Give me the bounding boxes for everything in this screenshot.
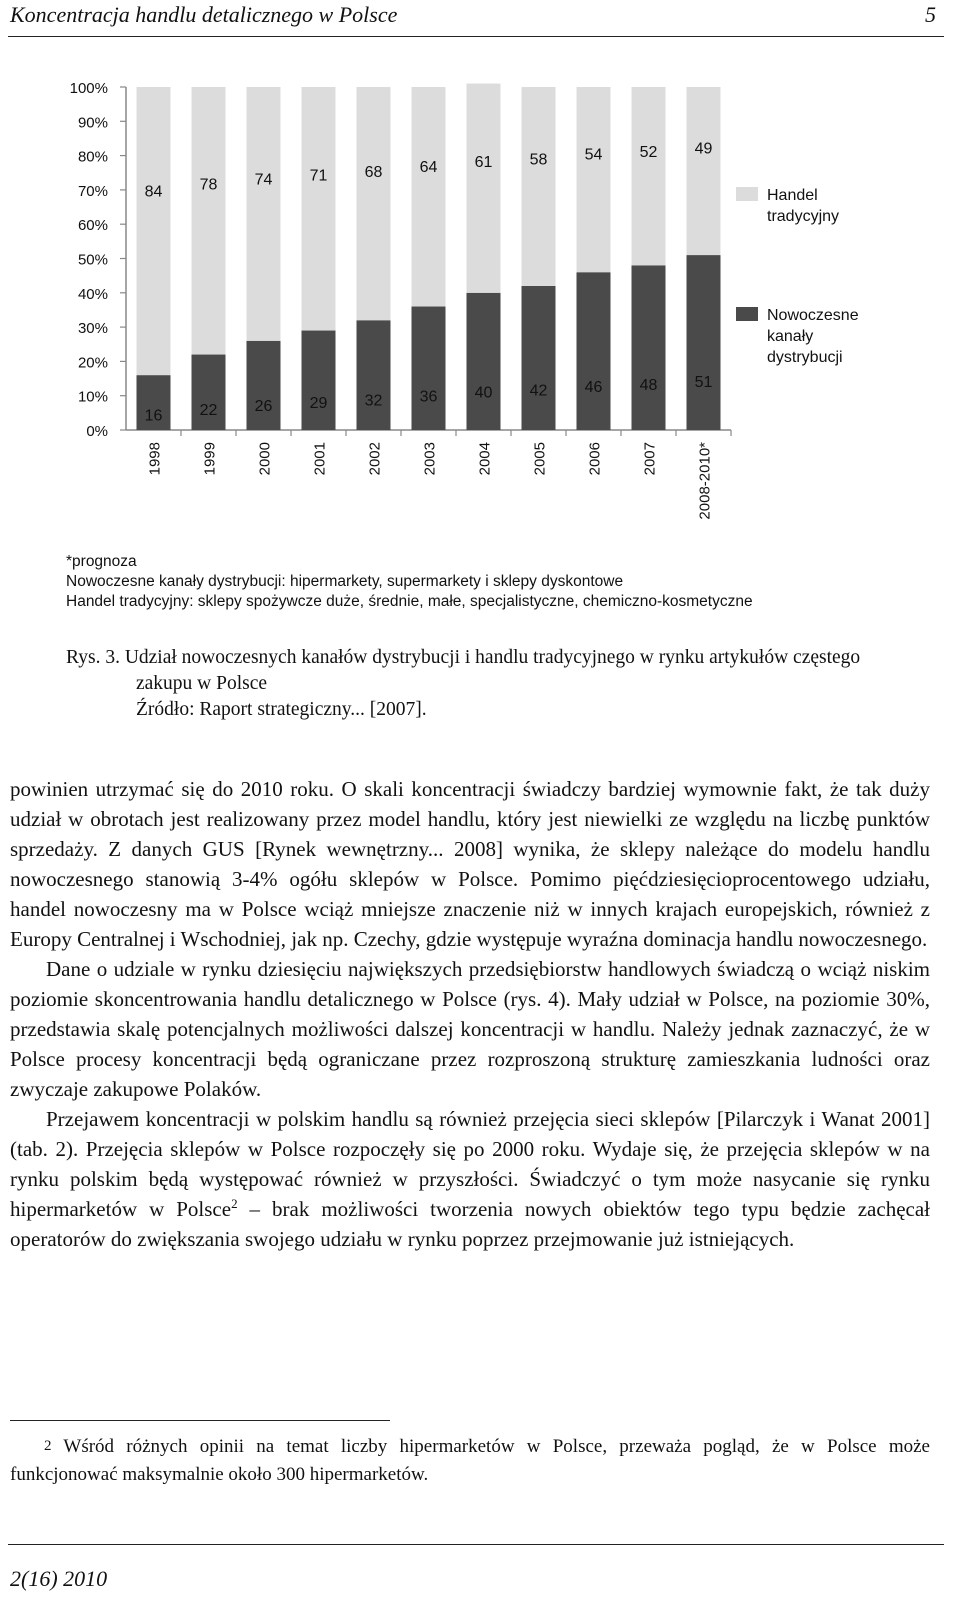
footer-issue: 2(16) 2010 xyxy=(10,1566,108,1591)
x-tick-label: 2001 xyxy=(311,442,329,476)
x-tick-label: 2004 xyxy=(476,442,494,476)
y-tick-label: 50% xyxy=(77,251,108,269)
x-tick-label: 1999 xyxy=(201,442,219,476)
bar-modern xyxy=(632,265,666,430)
data-label-modern: 16 xyxy=(144,407,163,425)
chart-note: Handel tradycyjny: sklepy spożywcze duże, średnie, małe, specjalistyczne, chemiczno-kosmetyczne xyxy=(66,593,753,610)
data-label-traditional: 84 xyxy=(144,183,163,201)
data-label-modern: 29 xyxy=(309,395,328,413)
running-head-title: Koncentracja handlu detalicznego w Polsce xyxy=(10,2,398,27)
data-label-traditional: 64 xyxy=(419,159,438,177)
bar-traditional xyxy=(522,87,556,286)
bar-modern xyxy=(467,293,501,430)
bar-traditional xyxy=(412,87,446,307)
data-label-traditional: 68 xyxy=(364,163,383,181)
bar-modern xyxy=(577,272,611,430)
y-tick-label: 20% xyxy=(77,354,108,372)
bar-traditional xyxy=(632,87,666,265)
footnote-mark: 2 xyxy=(44,1438,52,1454)
paragraph-text: Przejawem koncentracji w polskim handlu są również przejęcia sieci sklepów [Pilarczyk i Wanat 2001] (tab. 2). Przejęcia sklepów w Polsce rozpoczęły się po 2000 roku. Wydaje się, że przejęcia sklepów w na rynku polskim będą występować również w przyszłości. Świadczyć o tym może nasycanie się rynku hipermarketów w Polsce xyxy=(10,1107,930,1221)
legend-label-traditional: Handel tradycyjny xyxy=(767,187,840,225)
bar-modern xyxy=(522,286,556,430)
bar-modern xyxy=(357,320,391,430)
figure-caption xyxy=(66,645,876,723)
x-tick-label: 2006 xyxy=(586,442,604,476)
y-tick-label: 90% xyxy=(77,114,108,132)
figure-caption-source: Źródło: Raport strategiczny... [2007]. xyxy=(136,699,427,720)
figure-caption-title: Rys. 3. Udział nowoczesnych kanałów dystrybucji i handlu tradycyjnego w rynku artykułów częstego zakupu w Polsce xyxy=(66,647,861,694)
y-tick-label: 10% xyxy=(77,388,108,406)
paragraph-text: – brak możliwości tworzenia nowych obiektów tego typu będzie zachęcał operatorów do zwiększania swojego udziału w rynku poprzez przejmowanie już istniejących. xyxy=(10,1197,930,1251)
data-label-traditional: 71 xyxy=(309,167,328,185)
running-head xyxy=(8,0,944,37)
legend-swatch-traditional xyxy=(736,187,758,201)
footnote-divider xyxy=(10,1420,390,1421)
chart-note: Nowoczesne kanały dystrybucji: hipermarkety, supermarkety i sklepy dyskontowe xyxy=(66,573,624,590)
data-label-traditional: 49 xyxy=(694,140,713,158)
data-label-traditional: 52 xyxy=(639,144,658,162)
y-tick-label: 60% xyxy=(77,217,108,235)
x-tick-label: 2005 xyxy=(531,442,549,476)
data-label-modern: 36 xyxy=(419,388,438,406)
chart-note: *prognoza xyxy=(66,553,137,570)
y-tick-label: 70% xyxy=(77,182,108,200)
data-label-modern: 26 xyxy=(254,398,273,416)
legend-swatch-modern xyxy=(736,307,758,321)
paragraph: powinien utrzymać się do 2010 roku. O skali koncentracji świadczy bardziej wymownie fakt, że tak duży udział w obrotach jest realizowany przez model handlu, który jest niewielki ze względu na liczbę punktów sprzedaży. Z danych GUS [Rynek wewnętrzny... 2008] wynika, że sklepy należące do modelu handlu nowoczesnego stanowią 3-4% ogółu sklepów w Polsce. Pomimo pięćdziesięcioprocentowego udziału, handel nowoczesny ma w Polsce wciąż mniejsze znaczenie niż w innych krajach europejskich, również z Europy Centralnej i Wschodniej, jak np. Czechy, gdzie występuje wyraźna dominacja handlu nowoczesnego. xyxy=(10,777,930,951)
x-tick-label: 2002 xyxy=(366,442,384,476)
x-tick-label: 2003 xyxy=(421,442,439,476)
bar-modern xyxy=(247,341,281,430)
bar-modern xyxy=(687,255,721,430)
x-tick-label: 2008-2010* xyxy=(696,442,714,520)
data-label-modern: 32 xyxy=(364,392,383,410)
y-tick-label: 0% xyxy=(86,423,108,440)
data-label-modern: 22 xyxy=(199,401,218,419)
footer-divider xyxy=(8,1544,944,1545)
data-label-modern: 46 xyxy=(584,378,603,396)
bar-traditional xyxy=(192,87,226,355)
x-tick-label: 2000 xyxy=(256,442,274,476)
data-label-traditional: 61 xyxy=(474,154,493,172)
footnote-text: Wśród różnych opinii na temat liczby hipermarketów w Polsce, przeważa pogląd, że w Polsce może funkcjonować maksymalnie około 300 hipermarketów. xyxy=(10,1436,930,1485)
bar-traditional xyxy=(467,84,501,293)
data-label-modern: 48 xyxy=(639,376,658,394)
data-label-modern: 42 xyxy=(529,382,548,400)
data-label-traditional: 74 xyxy=(254,171,273,189)
y-tick-label: 40% xyxy=(77,285,108,303)
bar-traditional xyxy=(687,87,721,255)
chart-notes xyxy=(66,552,753,612)
bar-traditional xyxy=(302,87,336,331)
y-tick-label: 30% xyxy=(77,320,108,338)
bar-traditional xyxy=(137,87,171,375)
data-label-modern: 40 xyxy=(474,384,493,402)
bar-traditional xyxy=(577,87,611,272)
y-tick-label: 100% xyxy=(69,80,108,97)
y-tick-label: 80% xyxy=(77,148,108,166)
legend-label-modern: Nowoczesne kanały dystrybucji xyxy=(767,307,859,366)
data-label-traditional: 54 xyxy=(584,146,603,164)
paragraph: Dane o udziale w rynku dziesięciu największych przedsiębiorstw handlowych świadczą o wciąż niskim poziomie skoncentrowania handlu detalicznego w Polsce (rys. 4). Mały udział w Polsce, na poziomie 30%, przedstawia skalę potencjalnych możliwości dalszej koncentracji w handlu. Należy jednak zaznaczyć, że w Polsce procesy koncentracji będą ograniczane przez rozproszoną strukturę zamieszkania ludności oraz zwyczaje zakupowe Polaków. xyxy=(10,957,930,1101)
footnote-reference[interactable]: 2 xyxy=(231,1196,238,1211)
bar-traditional xyxy=(357,87,391,320)
stacked-bar-chart xyxy=(0,60,960,540)
footnote xyxy=(10,1432,930,1489)
x-tick-label: 2007 xyxy=(641,442,659,476)
data-label-modern: 51 xyxy=(694,374,713,392)
page-number: 5 xyxy=(925,2,936,27)
bar-modern xyxy=(412,307,446,430)
bar-traditional xyxy=(247,87,281,341)
data-label-traditional: 58 xyxy=(529,151,548,169)
data-label-traditional: 78 xyxy=(199,176,218,194)
bar-modern xyxy=(302,331,336,430)
paragraph xyxy=(10,1104,930,1254)
body-text xyxy=(10,774,930,1254)
x-tick-label: 1998 xyxy=(146,442,164,476)
